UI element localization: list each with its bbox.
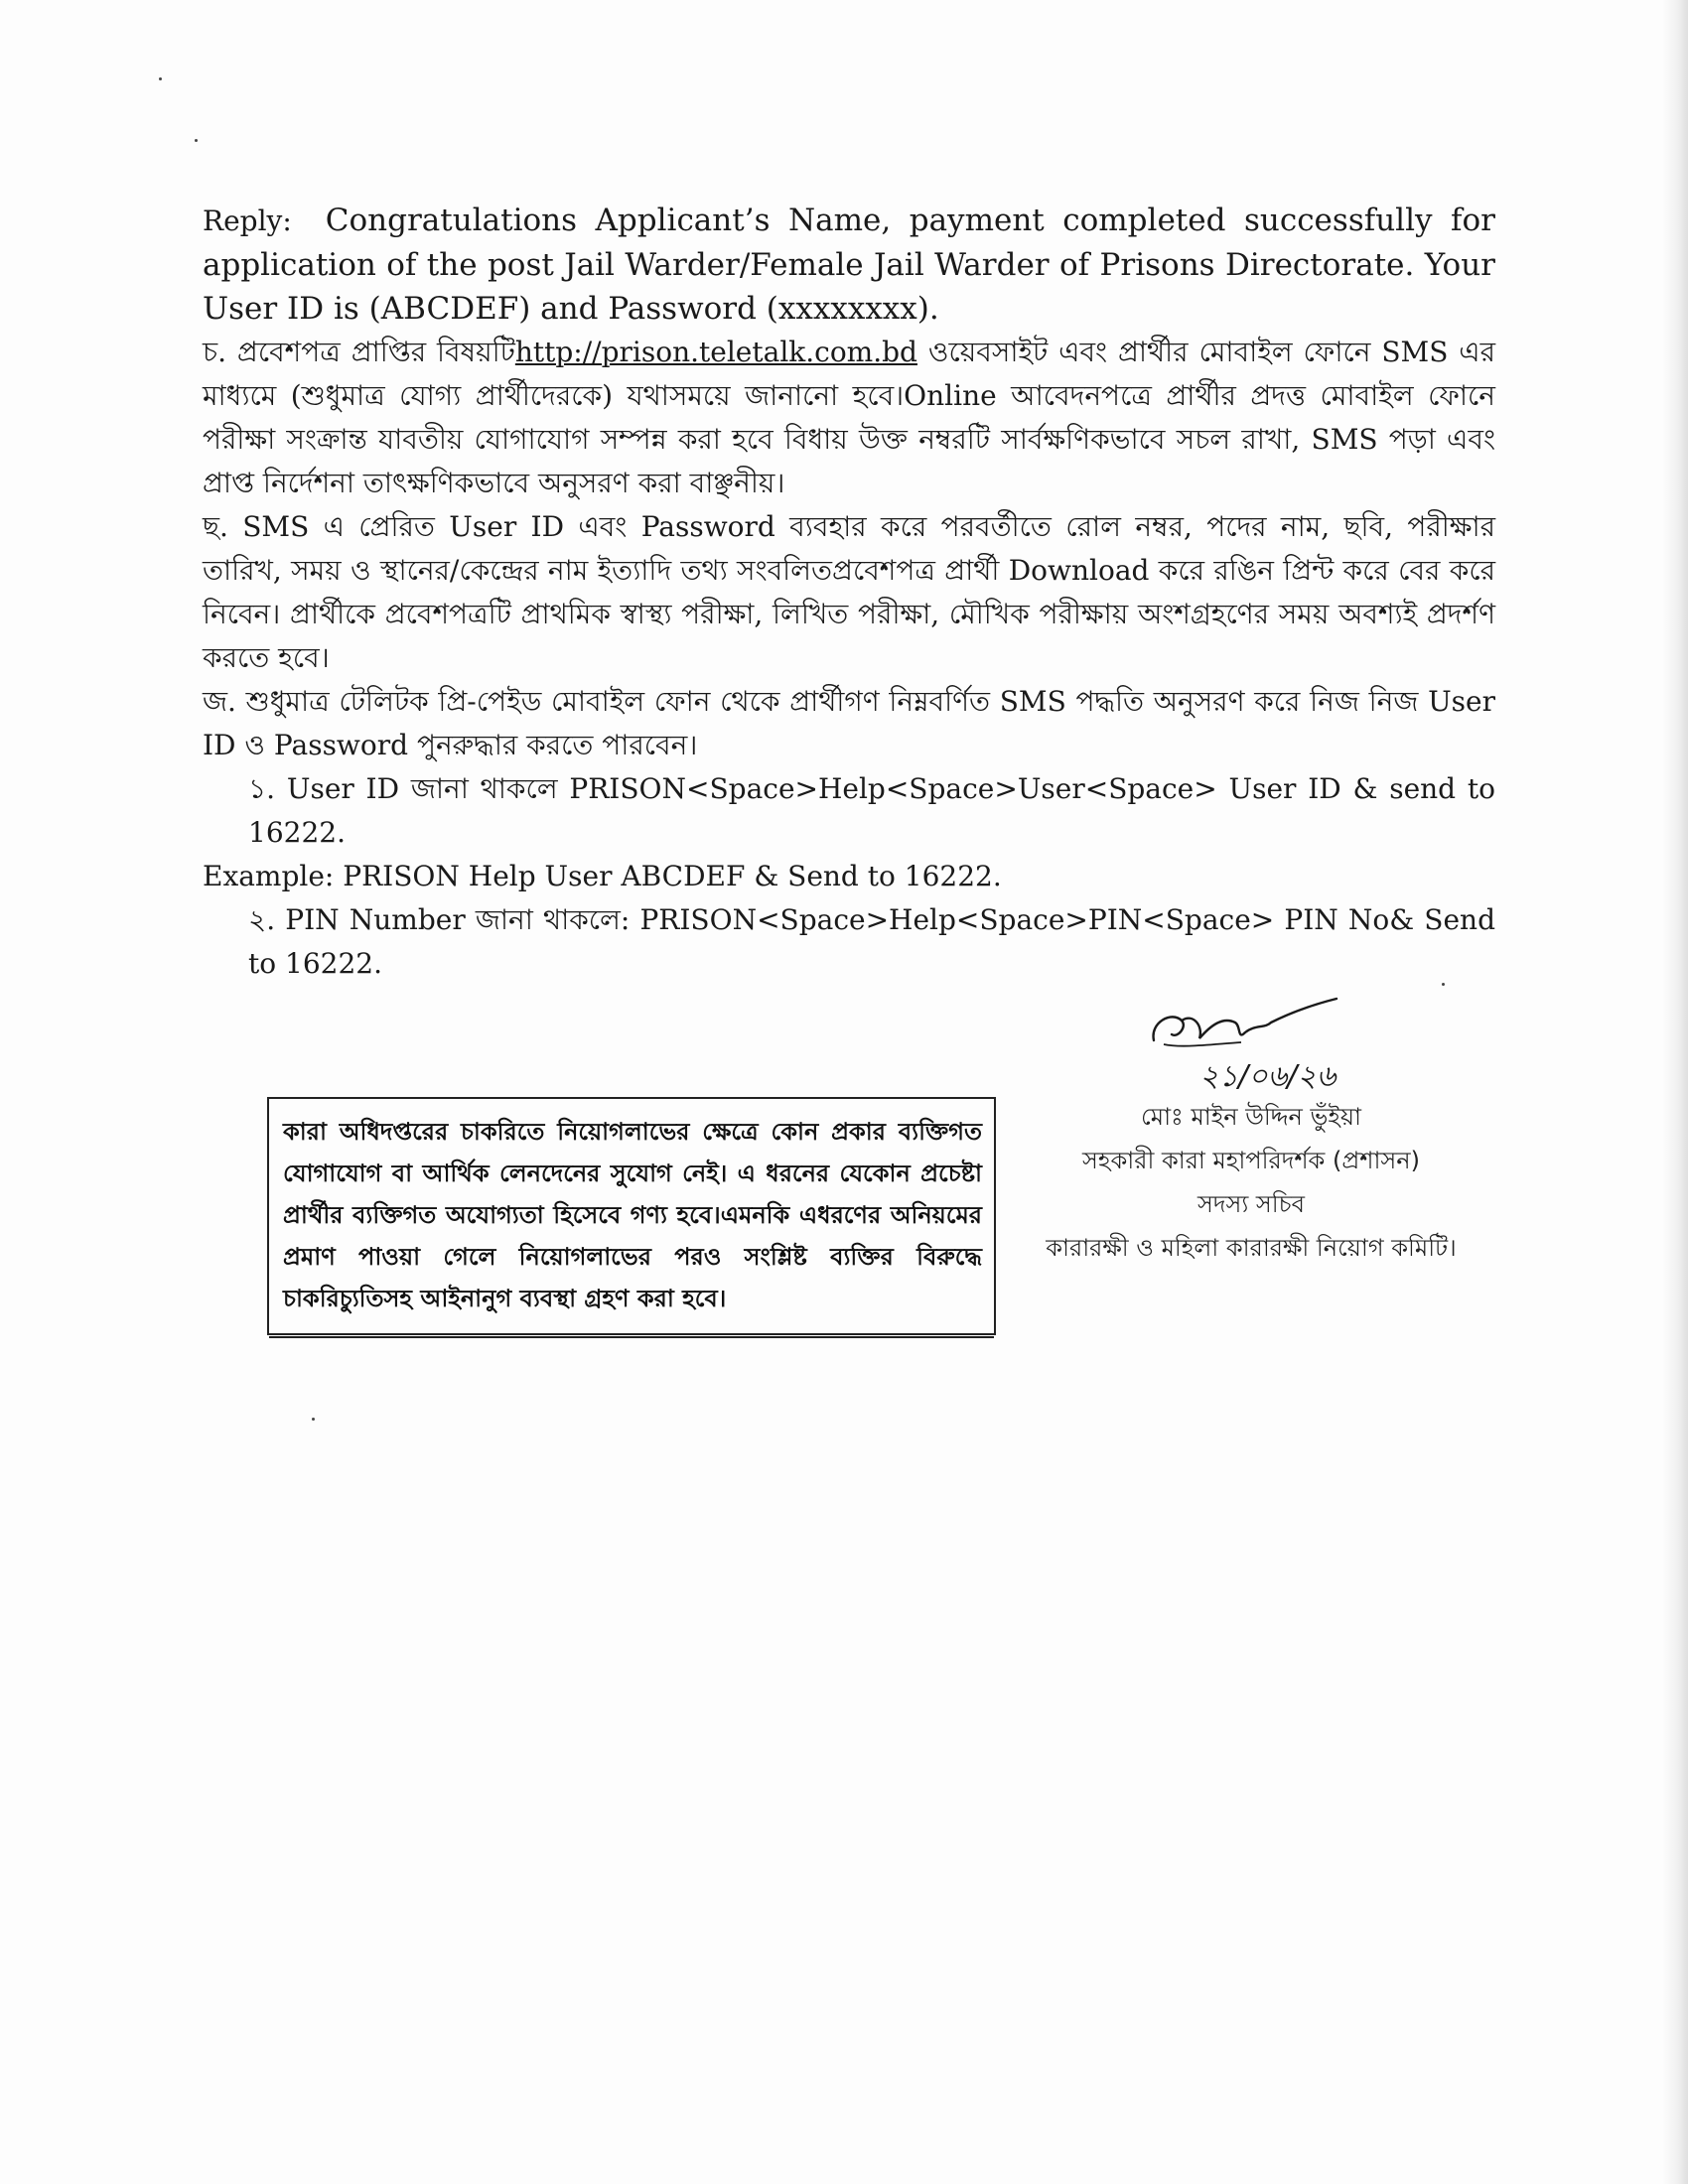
scan-speck: [195, 139, 198, 142]
scan-speck: [159, 77, 162, 80]
signatory-designation: সহকারী কারা মহাপরিদর্শক (প্রশাসন): [1082, 1147, 1420, 1174]
signatory-committee: কারারক্ষী ও মহিলা কারারক্ষী নিয়োগ কমিটি।: [1046, 1234, 1457, 1262]
paragraph-chha: ছ. SMS এ প্রেরিত User ID এবং Password ব্যবহার করে পরবর্তীতে রোল নম্বর, পদের নাম, ছবি, পরীক্ষার তারিখ, সময় ও স্থানের/কেন্দ্রের নাম ইত্যাদি তথ্য সংবলিতপ্রবেশপত্র প্রার্থী Download করে রঙিন প্রিন্ট করে বের করে নিবেন। প্রার্থীকে প্রবেশপত্রটি প্রাথমিক স্বাস্থ্য পরীক্ষা, লিখিত পরীক্ষা, মৌখিক পরীক্ষায় অংশগ্রহণের সময় অবশ্যই প্রদর্শণ করতে হবে।: [203, 510, 1495, 674]
notice-box: কারা অধিদপ্তরের চাকরিতে নিয়োগলাভের ক্ষেত্রে কোন প্রকার ব্যক্তিগত যোগাযোগ বা আর্থিক লেনদেনের সুযোগ নেই। এ ধরনের যেকোন প্রচেষ্টা প্রার্থীর ব্যক্তিগত অযোগ্যতা হিসেবে গণ্য হবে।এমনকি এধরণের অনিয়মের প্রমাণ পাওয়া গেলে নিয়োগলাভের পরও সংশ্লিষ্ট ব্যক্তির বিরুদ্ধে চাকরিচ্যুতিসহ আইনানুগ ব্যবস্থা গ্রহণ করা হবে।: [267, 1097, 996, 1335]
paragraph-cha-text: ওয়েবসাইট এবং প্রার্থীর মোবাইল ফোনে SMS এর মাধ্যমে (শুধুমাত্র যোগ্য প্রার্থীদেরকে) যথাসময়ে জানানো হবে।Online আবেদনপত্রে প্রার্থীর প্রদত্ত মোবাইল ফোনে পরীক্ষা সংক্রান্ত যাবতীয় যোগাযোগ সম্পন্ন করা হবে বিধায় উক্ত নম্বরটি সার্বক্ষণিকভাবে সচল রাখা, SMS পড়া এবং প্রাপ্ত নির্দেশনা তাৎক্ষণিকভাবে অনুসরণ করা বাঞ্ছনীয়।: [203, 336, 1495, 499]
signatory-name: মোঃ মাইন উদ্দিন ভুঁইয়া: [1141, 1103, 1361, 1131]
scan-speck: [312, 1418, 315, 1421]
paragraph-ja: জ. শুধুমাত্র টেলিটক প্রি-পেইড মোবাইল ফোন থেকে প্রার্থীগণ নিম্নবর্ণিত SMS পদ্ধতি অনুসরণ করে নিজ নিজ User ID ও Password পুনরুদ্ধার করতে পারবেন।: [203, 685, 1495, 761]
signature-date: ২১/০৬/২৬: [1199, 1059, 1336, 1094]
paragraph-cha-prefix: চ. প্রবেশপত্র প্রাপ্তির বিষয়টি: [203, 336, 515, 368]
sms-step-2: ২. PIN Number জানা থাকলে: PRISON<Space>Help<Space>PIN<Space> PIN No& Send to 16222.: [248, 903, 1495, 980]
sms-example: Example: PRISON Help User ABCDEF & Send to 16222.: [203, 860, 1002, 892]
reply-label: Reply:: [203, 205, 292, 237]
reply-paragraph: [203, 199, 1495, 331]
signatory-role: সদস্য সচিব: [1197, 1190, 1305, 1218]
handwritten-signature: [1142, 983, 1380, 1102]
paragraph-cha: [203, 331, 1495, 505]
sms-step-1: ১. User ID জানা থাকলে PRISON<Space>Help<Space>User<Space> User ID & send to 16222.: [248, 772, 1495, 849]
website-url: http://prison.teletalk.com.bd: [514, 336, 917, 368]
signatory-block: [993, 1095, 1509, 1270]
document-body: [203, 199, 1495, 986]
reply-text: Congratulations Applicant’s Name, payment completed successfully for application of the post Jail Warder/Female Jail Warder of Prisons Directorate. Your User ID is (ABCDEF) and Password (xxxxxxxx).: [203, 203, 1495, 327]
scan-edge-shadow: [1662, 0, 1688, 2184]
